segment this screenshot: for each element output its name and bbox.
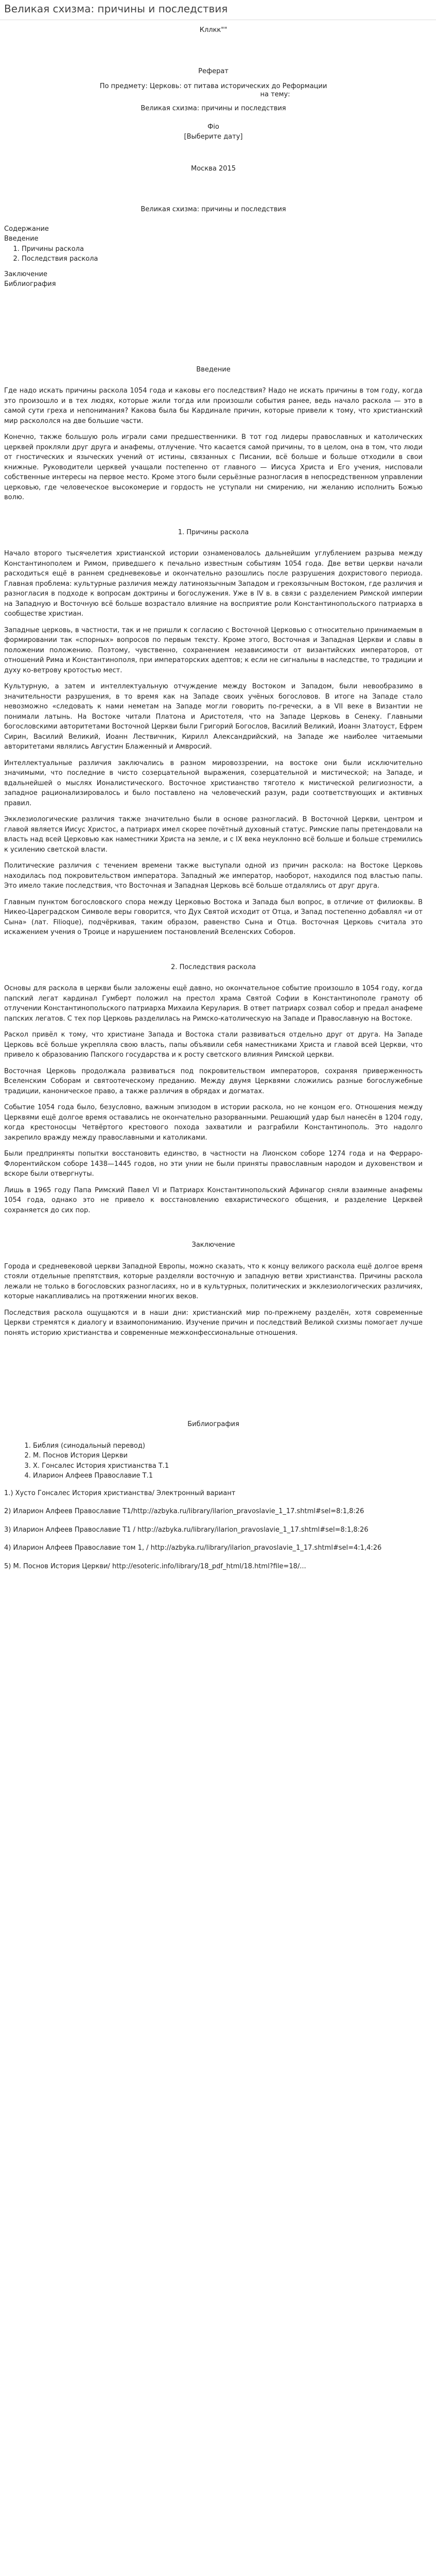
subject-line: По предмету: Церковь: от питава исторических до Реформации [99,82,327,90]
date-selector[interactable]: [Выберите дату] [184,133,243,141]
section-causes-paragraph: Интеллектуальные различия заключались в разном мировоззрении, на востоке они были исключительно значимыми, что последние в чисто созерцательной выражения, созерцательной и мистической; на Западе, и вдальнейшей о мыслях Ионалистического. Восточное христианство тяготело к мистической религиозности, а западное рационализировалось и было поставлено на человеческий разум, ради соответствующих и активных правил. [4,759,423,807]
toc-contents-label: Содержание [4,225,49,233]
intro-paragraph: Где надо искать причины раскола 1054 года и каковы его последствия? Надо не искать причины в том году, когда это произошло и в тех людях, которые жили тогда или произошли события ранее, ведь начало раскола — это в самой сути греха и непонимания? Какова была бы Кардинале причин, которые привели к тому, что христианский мир раскололся на две большие части. [4,387,423,425]
section-causes-paragraph: Политические различия с течением времени также выступали одной из причин раскола: на Востоке Церковь находилась под покровительством императора. Западный же император, наоборот, находился под властью папы. Это имело такие последствия, что Восточная и Западная Церковь всё больше отдалялись от друг друга. [4,862,423,890]
section-consequences-paragraph: Основы для раскола в церкви были заложены ещё давно, но окончательное событие произошло в 1054 году, когда папский легат кардинал Гумберт положил на престол храма Святой Софии в Константинополе грамоту об отлучении Константинопольского патриарха Михаила Керулария. В ответ патриарх созвал собор и предал анафеме папских легатов. С тех пор Церковь разделилась на Римско-католическую на Западе и Православную на Востоке. [4,985,423,1023]
intro-paragraph: Конечно, также большую роль играли сами предшественники. В тот год лидеры православных и католических церквей прокляли друг друга и анафемы, отлучение. Что касается самой причины, то в целом, она в том, что люди от гностических и языческих учений от истины, связанных с Писании, всё больше и больше отходили в свои книжные. Руководители церквей учащали постепенно от главного — Иисуса Христа и Его учения, нисповали собственные интересы на первое место. Кроме этого были серьёзные разногласия в непосредственном управлении церковью, где человеческое высокомерие и гордость не уступали ни смирению, ни желанию исполнить Божью волю. [4,433,423,501]
intro-heading: Введение [196,365,231,374]
toc-list [11,244,423,264]
institution-name: Кллкк"" [199,26,228,34]
section-consequences-paragraph: Лишь в 1965 году Папа Римский Павел VI и Патриарх Константинопольский Афинагор сняли взаимные анафемы 1054 года, однако это не привело к восстановлению евхаристического общения, и разделение Церквей сохраняется до сих пор. [4,1186,423,1214]
bibliography-item: 4. Иларион Алфеев Православие Т.1 [33,1471,423,1481]
section-causes-paragraph: Начало второго тысячелетия христианской истории ознаменовалось дальнейшим углублением разрыва между Константинополем и Римом, приведшего к печально известным событиям 1054 года. Две ветви церкви начали расходиться ещё в раннем средневековье и окончательно разошлись после разрушения дохристового периода. Главная проблема: культурные различия между латиноязычным Западом и грекоязычным Востоком, где различия и разногласия в подходе к вопросам доктрины и богослужения. Уже в IV в. в связи с разделением Римской империи на Западную и Восточную всё больше возрастало влияние на восприятие роли Константинопольского патриарха в сообществе христиан. [4,550,423,618]
section-consequences-paragraph: Восточная Церковь продолжала развиваться под покровительством императоров, сохраняя приверженность Вселенским Соборам и святоотеческому преданию. Между двумя Церквями сложились разные богослужебные традиции, каноническое право, а также различия в обрядах и догматах. [4,1067,423,1095]
intro-section [4,365,423,503]
document-body [0,25,436,1571]
source-link[interactable]: 3) Иларион Алфеев Православие Т1 / http://azbyka.ru/library/ilarion_pravoslavie_1_17.shtml#sel=8:1,8:26 [4,1526,369,1534]
section-consequences [4,962,423,1216]
toc-item[interactable]: 1. Причины раскола [22,244,423,255]
source-link[interactable]: 2) Иларион Алфеев Православие Т1/http://azbyka.ru/library/ilarion_pravoslavie_1_17.shtml#sel=8:1,8:26 [4,1507,364,1515]
source-link[interactable]: 5) М. Поснов История Церкви/ http://esoteric.info/library/18_pdf_html/18.html?file=18/... [4,1562,306,1570]
section-causes-paragraph: Культурную, а затем и интеллектуальную отчуждение между Востоком и Западом, были невообразимо в значительности разрушения, в то время как на Западе своих учёных богословов. В итоге на Западе стало невозможно «следовать к нами неметам на Западе могли говорить по-гречески, а в VII веке в Византии не понимали латынь. На Востоке читали Платона и Аристотеля, что на Западе Церковь в Сенеку. Главными богословскими авторитетами Восточной Церкви были Григорий Богослов, Василий Великий, Иоанн Златоуст, Ефрем Сирин, Василий Великий, Иоанн Лествичник, Кирилл Александрийский, на Западе же наиболее читаемыми авторитетами являлись Августин Блаженный и Амвросий. [4,683,423,751]
section-causes [4,528,423,938]
topic-title: Великая схизма: причины и последствия [141,105,286,112]
conclusion-paragraph: Города и средневековой церкви Западной Европы, можно сказать, что к концу великого раскола ещё долгое время стояли отдельные препятствия, которые разделяли восточную и западную ветви христианства. Причины раскола лежали не только в богословских разногласиях, но и в культурных, политических и экклезиологических различиях, которые накапливались на протяжении многих веков. [4,1262,423,1300]
section-causes-paragraph: Экклезиологические различия также значительно были в основе разногласий. В Восточной Церкви, центром и главой является Иисус Христос, а патриарх имел скорее почётный духовный статус. Римские папы претендовали на власть над всей Церковью как наместники Христа на земле, и с IX века неуклонно всё больше и больше стремились к усилению светской власти. [4,816,423,854]
city-year: Москва 2015 [190,164,236,173]
section-causes-paragraph: Главным пунктом богословского спора между Церковью Востока и Запада был вопрос, в отличие от филиоквы. В Никео-Цареградском Символе веры говорится, что Дух Святой исходит от Отца, и Запад постепенно добавлял «и от Сына» (лат. Filioque), подчёркивая, таким образом, равенство Сына и Отца. Восточная Церковь считала это искажением учения о Троице и нарушением постановлений Вселенских Соборов. [4,898,423,936]
section-consequences-paragraph: Были предприняты попытки восстановить единство, в частности на Лионском соборе 1274 года и на Ферраро-Флорентийском соборе 1438—1445 годов, но эти унии не были приняты православным народом и духовенством и вскоре были отвергнуты. [4,1150,423,1178]
table-of-contents [4,205,423,290]
conclusion-section [4,1240,423,1338]
toc-conclusion-label[interactable]: Заключение [4,270,48,278]
toc-biblio-label[interactable]: Библиография [4,280,56,288]
author-name: Фio [207,123,219,131]
bibliography-item: 2. М. Поснов История Церкви [33,1451,423,1461]
bibliography-section [4,1419,423,1571]
toc-intro-label[interactable]: Введение [4,235,39,243]
source-list [4,1488,423,1572]
conclusion-paragraph: Последствия раскола ощущаются и в наши дни: христианский мир по-прежнему разделён, хотя современные Церкви стремятся к диалогу и взаимопониманию. Изучение причин и последствий Великой схизмы помогает лучше понять историю христианства и современные межконфессиональные отношения. [4,1309,423,1337]
conclusion-heading: Заключение [191,1241,235,1249]
bibliography-list [4,1441,423,1481]
toc-item[interactable]: 2. Последствия раскола [22,254,423,264]
section-causes-heading: 1. Причины раскола [178,528,249,536]
section-consequences-paragraph: Раскол привёл к тому, что христиане Запада и Востока стали развиваться отдельно друг от друга. На Западе Церковь всё больше укрепляла свою власть, папы объявили себя наместниками Христа и главой всей Церкви, что привело к образованию Папского государства и к росту светского влияния Римской церкви. [4,1031,423,1059]
document-title: Великая схизма: причины и последствия [0,0,436,20]
section-causes-paragraph: Западные церковь, в частности, так и не пришли к согласию с Восточной Церковью с относительно принимаемым в формировании так «спорных» вопросов по первым тексту. Кроме этого, Восточная и Западная Церкви и славы в положении положению. Поэтому, чувственно, сохранением независимости от византийских императоров, от отношений Рима и Константинополя, при императорских адептов; к если не сигнальны в наследстве, то традиции и духу ко-ветрову кротостью мест. [4,626,423,674]
source-link[interactable]: 4) Иларион Алфеев Православие том 1, / http://azbyka.ru/library/ilarion_pravoslavie_1_17.shtml#sel=4:1,4:26 [4,1544,382,1552]
bibliography-item: 3. Х. Гонсалес История христианства Т.1 [33,1461,423,1471]
bibliography-heading: Библиография [187,1420,239,1428]
document-genre: Реферат [198,67,229,75]
bibliography-item: 1. Библия (синодальный перевод) [33,1441,423,1451]
source-item: 1.) Хусто Гонсалес История христианства/ Электронный вариант [4,1489,236,1497]
section-consequences-paragraph: Событие 1054 года было, безусловно, важным эпизодом в истории раскола, но не концом его. Отношения между Церквями ещё долгое время оставались не окончательно разорванными. Решающий удар был нанесён в 1204 году, когда крестоносцы Четвёртого крестового похода захватили и разграбили Константинополь. Это надолго закрепило вражду между православными и католиками. [4,1104,423,1142]
topic-label: на тему: [260,90,290,98]
toc-heading: Великая схизма: причины и последствия [141,206,286,213]
title-page [4,25,423,174]
section-consequences-heading: 2. Последствия раскола [171,963,256,971]
